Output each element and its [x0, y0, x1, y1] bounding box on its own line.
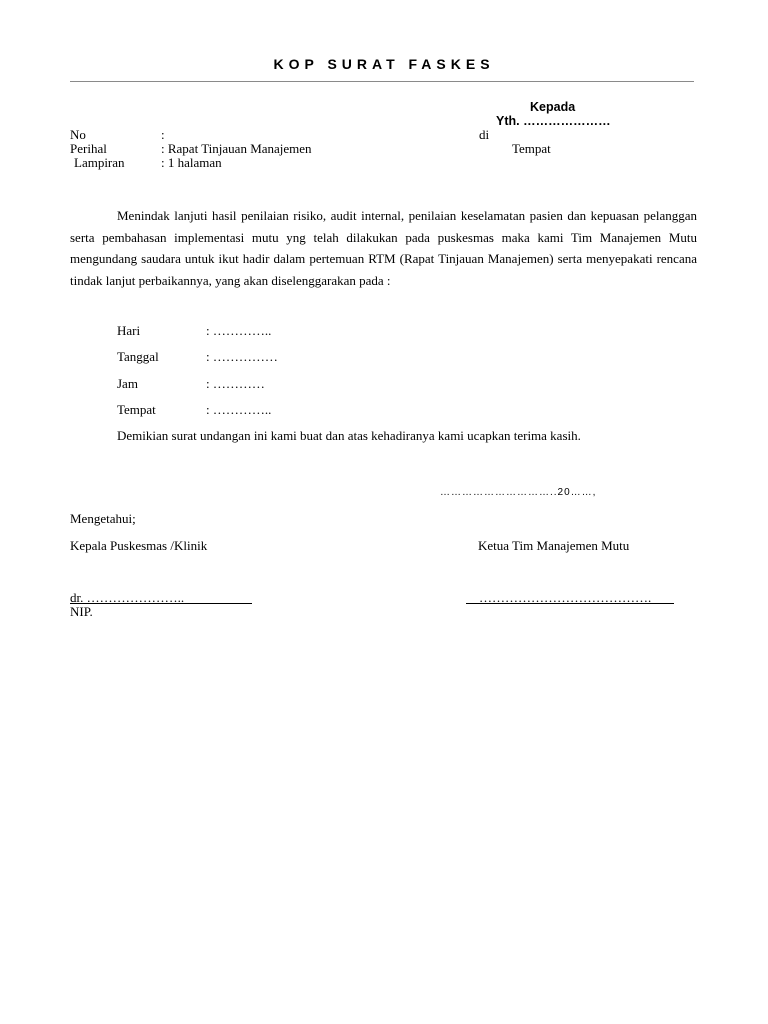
schedule-label-tempat: Tempat — [117, 402, 156, 417]
schedule-label-tanggal: Tanggal — [117, 349, 159, 364]
nip-label: NIP. — [70, 604, 93, 619]
closing-sentence: Demikian surat undangan ini kami buat dan atas kehadiranya kami ucapkan terima kasih. — [117, 428, 581, 443]
schedule-value-tanggal: : …………… — [206, 349, 278, 364]
date-line: …………………………..20……, — [440, 487, 597, 498]
letterhead-title: KOP SURAT FASKES — [273, 56, 495, 72]
meta-perihal-label: Perihal — [70, 141, 107, 156]
schedule-value-hari: : ………….. — [206, 323, 272, 338]
recipient-tempat: Tempat — [512, 141, 551, 156]
recipient-yth: Yth. ………………… — [496, 114, 611, 128]
meta-no-label: No — [70, 127, 86, 142]
recipient-di: di — [479, 127, 490, 142]
schedule-label-hari: Hari — [117, 323, 141, 338]
meta-perihal-value: : Rapat Tinjauan Manajemen — [161, 141, 312, 156]
left-signatory-name: dr. ………………….. — [70, 590, 185, 605]
meta-no-value: : — [161, 127, 165, 142]
left-signature-underline — [70, 603, 252, 604]
left-signatory-title: Kepala Puskesmas /Klinik — [70, 538, 208, 553]
letterhead-divider — [70, 81, 694, 82]
meta-lampiran-value: : 1 halaman — [161, 155, 222, 170]
mengetahui-label: Mengetahui; — [70, 511, 136, 526]
recipient-kepada: Kepada — [530, 100, 576, 114]
right-signatory-title: Ketua Tim Manajemen Mutu — [478, 538, 630, 553]
body-paragraph: Menindak lanjuti hasil penilaian risiko, audit internal, penilaian keselamatan pasien dan kepuasan pelanggan serta pembahasan implementasi mutu yng telah dilakukan pada puskesmas maka kami Tim Manajemen Mutu mengundang saudara untuk ikut hadir dalam pertemuan RTM (Rapat Tinjauan Manajemen) serta menyepakati rencana tindak lanjut perbaikannya, yang akan diselenggarakan pada : — [70, 208, 697, 288]
right-signatory-name: …………………………………. — [479, 590, 652, 605]
schedule-value-tempat: : ………….. — [206, 402, 272, 417]
right-signature-underline — [466, 603, 674, 604]
meta-lampiran-label: Lampiran — [74, 155, 125, 170]
schedule-label-jam: Jam — [117, 376, 138, 391]
schedule-value-jam: : ………… — [206, 376, 265, 391]
